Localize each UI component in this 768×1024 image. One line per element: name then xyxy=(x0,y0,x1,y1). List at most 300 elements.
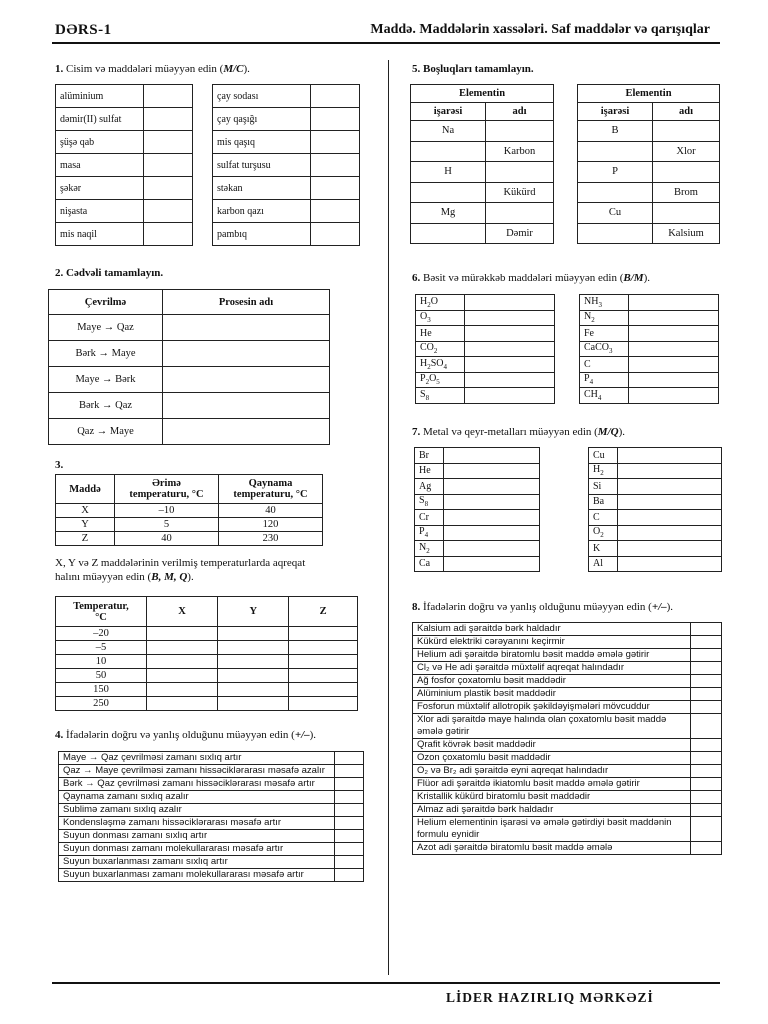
formula-text: P xyxy=(419,526,425,538)
formula-cell xyxy=(589,463,618,479)
table-cell: Y xyxy=(56,518,115,532)
statement-text: Helium elementinin işarəsi və əmələ gətirdiyi bəsit maddənin formulu eynidir xyxy=(413,817,691,842)
statement-text: Fosforun müxtəlif allotropik şəkildəyişmələri mövcuddur xyxy=(413,701,691,714)
state-answer-cell[interactable] xyxy=(289,641,358,655)
statement-text: Kondensləşmə zamanı hissəciklərarası məsafə artır xyxy=(59,817,335,830)
state-answer-cell[interactable] xyxy=(147,669,218,683)
formula-cell xyxy=(589,448,618,464)
answer-cell[interactable] xyxy=(444,541,540,557)
answer-cell[interactable] xyxy=(335,752,364,765)
q3-col-header: Temperatur, °C xyxy=(56,597,147,627)
answer-cell[interactable] xyxy=(465,372,555,388)
q5-col-header: işarəsi xyxy=(578,103,653,121)
formula-text: C xyxy=(584,358,591,370)
answer-cell[interactable] xyxy=(691,636,722,649)
q3-col-header: Z xyxy=(289,597,358,627)
table-row xyxy=(59,869,364,882)
answer-cell[interactable] xyxy=(618,494,722,510)
table-row xyxy=(413,804,722,817)
state-answer-cell[interactable] xyxy=(289,627,358,641)
item-label: mis naqil xyxy=(56,223,144,246)
formula-cell xyxy=(416,357,465,373)
temperature-cell: 250 xyxy=(56,697,147,711)
table-cell: Z xyxy=(56,532,115,546)
item-label: stəkan xyxy=(213,177,311,200)
item-label: mis qaşıq xyxy=(213,131,311,154)
answer-cell[interactable] xyxy=(311,223,360,246)
formula-cell xyxy=(415,556,444,572)
table-row xyxy=(59,856,364,869)
q1-right-table xyxy=(212,84,360,246)
formula-cell xyxy=(589,510,618,526)
footer-divider xyxy=(52,982,720,984)
answer-cell[interactable] xyxy=(691,778,722,791)
formula-cell xyxy=(415,525,444,541)
table-row xyxy=(413,623,722,636)
formula-cell xyxy=(415,494,444,510)
statement-text: Sublimə zamanı sıxlıq azalır xyxy=(59,804,335,817)
process-answer-cell[interactable] xyxy=(163,419,330,445)
state-answer-cell[interactable] xyxy=(147,655,218,669)
process-answer-cell[interactable] xyxy=(163,341,330,367)
table-row xyxy=(415,494,540,510)
subscript: 2 xyxy=(427,362,431,371)
answer-cell[interactable] xyxy=(311,85,360,108)
transition-label: Maye → Bərk xyxy=(49,367,163,393)
element-cell: Mg xyxy=(411,203,486,224)
answer-cell[interactable] xyxy=(691,714,722,739)
answer-cell[interactable] xyxy=(311,154,360,177)
table-row xyxy=(59,778,364,791)
answer-cell[interactable] xyxy=(311,131,360,154)
state-answer-cell[interactable] xyxy=(147,683,218,697)
q7-prompt: 7. Metal və qeyr-metalları müəyyən edin (M/Q). xyxy=(412,426,625,438)
table-cell: X xyxy=(56,504,115,518)
item-label: masa xyxy=(56,154,144,177)
formula-cell xyxy=(416,341,465,357)
answer-cell[interactable] xyxy=(335,804,364,817)
temperature-cell: 50 xyxy=(56,669,147,683)
element-cell: Cu xyxy=(578,203,653,224)
statement-text: Suyun buxarlanması zamanı molekullararası məsafə artır xyxy=(59,869,335,882)
answer-cell[interactable] xyxy=(653,121,720,142)
answer-cell[interactable] xyxy=(578,223,653,244)
formula-cell xyxy=(580,295,629,311)
answer-cell[interactable] xyxy=(144,177,193,200)
formula-cell xyxy=(580,357,629,373)
answer-cell[interactable] xyxy=(335,778,364,791)
table-row xyxy=(56,641,358,655)
answer-cell[interactable] xyxy=(465,341,555,357)
answer-cell[interactable] xyxy=(144,131,193,154)
formula-cell xyxy=(580,341,629,357)
answer-cell[interactable] xyxy=(335,817,364,830)
item-label: çay qaşığı xyxy=(213,108,311,131)
answer-cell[interactable] xyxy=(629,357,719,373)
state-answer-cell[interactable] xyxy=(218,683,289,697)
answer-cell[interactable] xyxy=(335,765,364,778)
item-label: şəkər xyxy=(56,177,144,200)
state-answer-cell[interactable] xyxy=(147,641,218,655)
answer-cell[interactable] xyxy=(465,326,555,342)
table-row xyxy=(589,463,722,479)
subscript: 2 xyxy=(591,316,595,325)
q6-right-table xyxy=(579,294,719,404)
answer-cell[interactable] xyxy=(335,843,364,856)
table-row xyxy=(589,541,722,557)
answer-cell[interactable] xyxy=(653,162,720,183)
element-cell: P xyxy=(578,162,653,183)
answer-cell[interactable] xyxy=(335,856,364,869)
q8-table xyxy=(412,622,722,855)
formula-text: H xyxy=(420,295,428,307)
answer-cell[interactable] xyxy=(691,842,722,855)
formula-text: Cr xyxy=(419,511,429,523)
column-divider xyxy=(388,60,389,975)
subscript: 4 xyxy=(424,531,429,540)
item-label: nişasta xyxy=(56,200,144,223)
statement-text: Helium adi şəraitdə biratomlu bəsit maddə əmələ gətirir xyxy=(413,649,691,662)
answer-cell[interactable] xyxy=(486,203,554,224)
answer-cell[interactable] xyxy=(144,108,193,131)
answer-cell[interactable] xyxy=(411,223,486,244)
answer-cell[interactable] xyxy=(629,341,719,357)
table-row xyxy=(413,675,722,688)
formula-cell xyxy=(580,388,629,404)
answer-cell[interactable] xyxy=(691,662,722,675)
table-row xyxy=(413,778,722,791)
subscript: 2 xyxy=(600,531,604,540)
statement-text: Kalsium adi şəraitdə bərk haldadır xyxy=(413,623,691,636)
table-row xyxy=(416,357,555,373)
table-row xyxy=(213,177,360,200)
answer-cell[interactable] xyxy=(618,541,722,557)
formula-text: Br xyxy=(419,449,429,461)
formula-text: Si xyxy=(593,480,602,492)
table-row xyxy=(589,494,722,510)
answer-cell[interactable] xyxy=(335,869,364,882)
table-row xyxy=(56,504,323,518)
q4-prompt: 4. İfadələrin doğru və yanlış olduğunu müəyyən edin (+/–). xyxy=(55,729,317,741)
subscript: 4 xyxy=(589,378,594,387)
process-answer-cell[interactable] xyxy=(163,367,330,393)
table-row xyxy=(59,843,364,856)
q2-col-header: Çevrilmə xyxy=(49,290,163,315)
answer-cell[interactable] xyxy=(311,177,360,200)
subscript: 3 xyxy=(427,316,431,325)
table-row xyxy=(56,518,323,532)
subscript: 8 xyxy=(425,393,430,402)
answer-cell[interactable] xyxy=(691,739,722,752)
footer-brand: LİDER HAZIRLIQ MƏRKƏZİ xyxy=(446,990,654,1005)
answer-cell[interactable] xyxy=(629,310,719,326)
answer-cell[interactable] xyxy=(691,804,722,817)
answer-cell[interactable] xyxy=(311,108,360,131)
answer-cell[interactable] xyxy=(444,463,540,479)
answer-cell[interactable] xyxy=(411,141,486,162)
q2-prompt: 2. Cədvəli tamamlayın. xyxy=(55,267,164,279)
table-row xyxy=(580,357,719,373)
state-answer-cell[interactable] xyxy=(218,627,289,641)
statement-text: Cl₂ və He adi şəraitdə müxtəlif aqreqat halındadır xyxy=(413,662,691,675)
table-row xyxy=(59,765,364,778)
transition-label: Bərk → Maye xyxy=(49,341,163,367)
state-answer-cell[interactable] xyxy=(147,697,218,711)
answer-cell[interactable] xyxy=(465,388,555,404)
table-row xyxy=(589,510,722,526)
table-row xyxy=(413,649,722,662)
element-cell: H xyxy=(411,162,486,183)
answer-cell[interactable] xyxy=(629,372,719,388)
state-answer-cell[interactable] xyxy=(218,655,289,669)
q1-left-table xyxy=(55,84,193,246)
process-answer-cell[interactable] xyxy=(163,393,330,419)
formula-text: N xyxy=(419,541,427,553)
item-label: şüşə qab xyxy=(56,131,144,154)
formula-text: CaCO xyxy=(584,342,609,354)
table-row xyxy=(413,791,722,804)
table-row xyxy=(413,752,722,765)
table-cell: 230 xyxy=(219,532,323,546)
table-row xyxy=(413,739,722,752)
q3-state-table xyxy=(55,596,358,711)
answer-cell[interactable] xyxy=(691,817,722,842)
subscript: 2 xyxy=(433,347,438,356)
formula-text: He xyxy=(419,465,431,477)
statement-text: Qrafit kövrək bəsit maddədir xyxy=(413,739,691,752)
statement-text: Azot adi şəraitdə biratomlu bəsit maddə əmələ xyxy=(413,842,691,855)
formula-cell xyxy=(589,479,618,495)
table-row xyxy=(411,182,554,203)
formula-text: Ca xyxy=(419,558,431,570)
table-row xyxy=(49,393,330,419)
state-answer-cell[interactable] xyxy=(289,655,358,669)
q3-melting-table xyxy=(55,474,323,546)
answer-cell[interactable] xyxy=(486,121,554,142)
table-cell: –10 xyxy=(115,504,219,518)
answer-cell[interactable] xyxy=(691,765,722,778)
table-row xyxy=(589,479,722,495)
temperature-cell: 150 xyxy=(56,683,147,697)
table-row xyxy=(213,200,360,223)
subscript: 2 xyxy=(427,300,431,309)
table-row xyxy=(415,556,540,572)
table-row xyxy=(413,688,722,701)
statement-text: Maye → Qaz çevrilməsi zamanı sıxlıq artır xyxy=(59,752,335,765)
answer-cell[interactable] xyxy=(618,556,722,572)
table-row xyxy=(416,295,555,311)
answer-cell[interactable] xyxy=(691,701,722,714)
formula-cell xyxy=(416,326,465,342)
item-label: alüminium xyxy=(56,85,144,108)
table-row xyxy=(415,525,540,541)
table-cell: 40 xyxy=(115,532,219,546)
state-answer-cell[interactable] xyxy=(289,669,358,683)
table-row xyxy=(416,326,555,342)
table-row xyxy=(56,177,193,200)
statement-text: Almaz adi şəraitdə bərk haldadır xyxy=(413,804,691,817)
formula-text: S xyxy=(420,388,426,400)
answer-cell[interactable] xyxy=(144,85,193,108)
answer-cell[interactable] xyxy=(465,295,555,311)
formula-text: C xyxy=(593,511,600,523)
subscript: 2 xyxy=(426,546,430,555)
table-row xyxy=(411,121,554,142)
statement-text: Ağ fosfor çoxatomlu bəsit maddədir xyxy=(413,675,691,688)
q3-number: 3. xyxy=(55,459,64,471)
statement-text: Qaz → Maye çevrilməsi zamanı hissəciklərarası məsafə azalır xyxy=(59,765,335,778)
element-cell: Kalsium xyxy=(653,223,720,244)
answer-cell[interactable] xyxy=(444,525,540,541)
table-row xyxy=(416,388,555,404)
table-row xyxy=(56,154,193,177)
table-row xyxy=(578,203,720,224)
answer-cell[interactable] xyxy=(653,203,720,224)
answer-cell[interactable] xyxy=(618,525,722,541)
item-label: sulfat turşusu xyxy=(213,154,311,177)
table-cell: 120 xyxy=(219,518,323,532)
answer-cell[interactable] xyxy=(465,357,555,373)
answer-cell[interactable] xyxy=(444,448,540,464)
table-row xyxy=(56,532,323,546)
q3-col-header: Ərimə temperaturu, °C xyxy=(115,475,219,504)
answer-cell[interactable] xyxy=(618,463,722,479)
table-row xyxy=(411,141,554,162)
table-row xyxy=(589,525,722,541)
table-row xyxy=(415,510,540,526)
formula-text: K xyxy=(593,542,601,554)
item-label: dəmir(II) sulfat xyxy=(56,108,144,131)
answer-cell[interactable] xyxy=(691,688,722,701)
state-answer-cell[interactable] xyxy=(218,641,289,655)
answer-cell[interactable] xyxy=(691,791,722,804)
state-answer-cell[interactable] xyxy=(289,683,358,697)
table-row xyxy=(578,162,720,183)
answer-cell[interactable] xyxy=(691,752,722,765)
answer-cell[interactable] xyxy=(444,556,540,572)
q5-prompt: 5. Boşluqları tamamlayın. xyxy=(412,63,534,75)
table-row xyxy=(589,448,722,464)
q3-col-header: X xyxy=(147,597,218,627)
answer-cell[interactable] xyxy=(618,448,722,464)
page-title: Maddə. Maddələrin xassələri. Saf maddələr və qarışıqlar xyxy=(370,22,710,37)
answer-cell[interactable] xyxy=(444,479,540,495)
process-answer-cell[interactable] xyxy=(163,315,330,341)
table-row xyxy=(580,326,719,342)
table-row xyxy=(580,388,719,404)
answer-cell[interactable] xyxy=(578,182,653,203)
statement-text: Suyun buxarlanması zamanı sıxlıq artır xyxy=(59,856,335,869)
answer-cell[interactable] xyxy=(335,791,364,804)
q5-col-header: adı xyxy=(653,103,720,121)
q3-col-header: Qaynama temperaturu, °C xyxy=(219,475,323,504)
table-row xyxy=(56,683,358,697)
answer-cell[interactable] xyxy=(335,830,364,843)
table-row xyxy=(59,817,364,830)
element-cell: Brom xyxy=(653,182,720,203)
formula-text: H xyxy=(593,464,601,476)
formula-text: CO xyxy=(420,342,434,354)
answer-cell[interactable] xyxy=(411,182,486,203)
formula-cell xyxy=(580,310,629,326)
answer-cell[interactable] xyxy=(629,388,719,404)
formula-text: SO xyxy=(430,357,444,369)
temperature-cell: –5 xyxy=(56,641,147,655)
formula-text: Ba xyxy=(593,496,605,508)
table-row xyxy=(413,636,722,649)
statement-text: Qaynama zamanı sıxlıq azalır xyxy=(59,791,335,804)
q3-prompt: X, Y və Z maddələrinin verilmiş temperaturlarda aqreqat halını müəyyən edin (B, M, Q). xyxy=(55,557,306,583)
answer-cell[interactable] xyxy=(486,162,554,183)
answer-cell[interactable] xyxy=(144,200,193,223)
state-answer-cell[interactable] xyxy=(218,669,289,683)
q2-table xyxy=(48,289,330,445)
state-answer-cell[interactable] xyxy=(289,697,358,711)
q3-col-header: Y xyxy=(218,597,289,627)
answer-cell[interactable] xyxy=(444,494,540,510)
subscript: 3 xyxy=(598,300,602,309)
table-row xyxy=(415,448,540,464)
formula-cell xyxy=(589,541,618,557)
answer-cell[interactable] xyxy=(629,326,719,342)
answer-cell[interactable] xyxy=(144,223,193,246)
table-row xyxy=(413,662,722,675)
formula-text: Cu xyxy=(593,449,605,461)
table-row xyxy=(56,131,193,154)
table-row xyxy=(413,714,722,739)
table-row xyxy=(415,541,540,557)
q5-header: Elementin xyxy=(411,85,554,103)
subscript: 4 xyxy=(597,393,602,402)
answer-cell[interactable] xyxy=(444,510,540,526)
transition-label: Maye → Qaz xyxy=(49,315,163,341)
element-cell: Karbon xyxy=(486,141,554,162)
answer-cell[interactable] xyxy=(311,200,360,223)
table-row xyxy=(213,154,360,177)
answer-cell[interactable] xyxy=(618,479,722,495)
table-row xyxy=(59,752,364,765)
table-row xyxy=(213,108,360,131)
table-row xyxy=(59,804,364,817)
table-row xyxy=(56,697,358,711)
answer-cell[interactable] xyxy=(618,510,722,526)
answer-cell[interactable] xyxy=(144,154,193,177)
statement-text: Flüor adi şəraitdə ikiatomlu bəsit maddə əmələ gətirir xyxy=(413,778,691,791)
table-row xyxy=(413,701,722,714)
formula-text: P xyxy=(420,373,426,385)
answer-cell[interactable] xyxy=(578,141,653,162)
answer-cell[interactable] xyxy=(465,310,555,326)
answer-cell[interactable] xyxy=(629,295,719,311)
answer-cell[interactable] xyxy=(691,649,722,662)
formula-cell xyxy=(416,372,465,388)
answer-cell[interactable] xyxy=(691,675,722,688)
statement-text: Kükürd elektriki cərəyanını keçirmir xyxy=(413,636,691,649)
formula-cell xyxy=(589,525,618,541)
state-answer-cell[interactable] xyxy=(218,697,289,711)
statement-text: Suyun donması zamanı sıxlıq artır xyxy=(59,830,335,843)
state-answer-cell[interactable] xyxy=(147,627,218,641)
statement-text: Ozon çoxatomlu bəsit maddədir xyxy=(413,752,691,765)
formula-text: O xyxy=(420,311,428,323)
table-row xyxy=(413,817,722,842)
item-label: karbon qazı xyxy=(213,200,311,223)
answer-cell[interactable] xyxy=(691,623,722,636)
q7-left-table xyxy=(414,447,540,572)
subscript: 4 xyxy=(443,362,448,371)
statement-text: Alüminium plastik bəsit maddədir xyxy=(413,688,691,701)
table-row xyxy=(411,203,554,224)
